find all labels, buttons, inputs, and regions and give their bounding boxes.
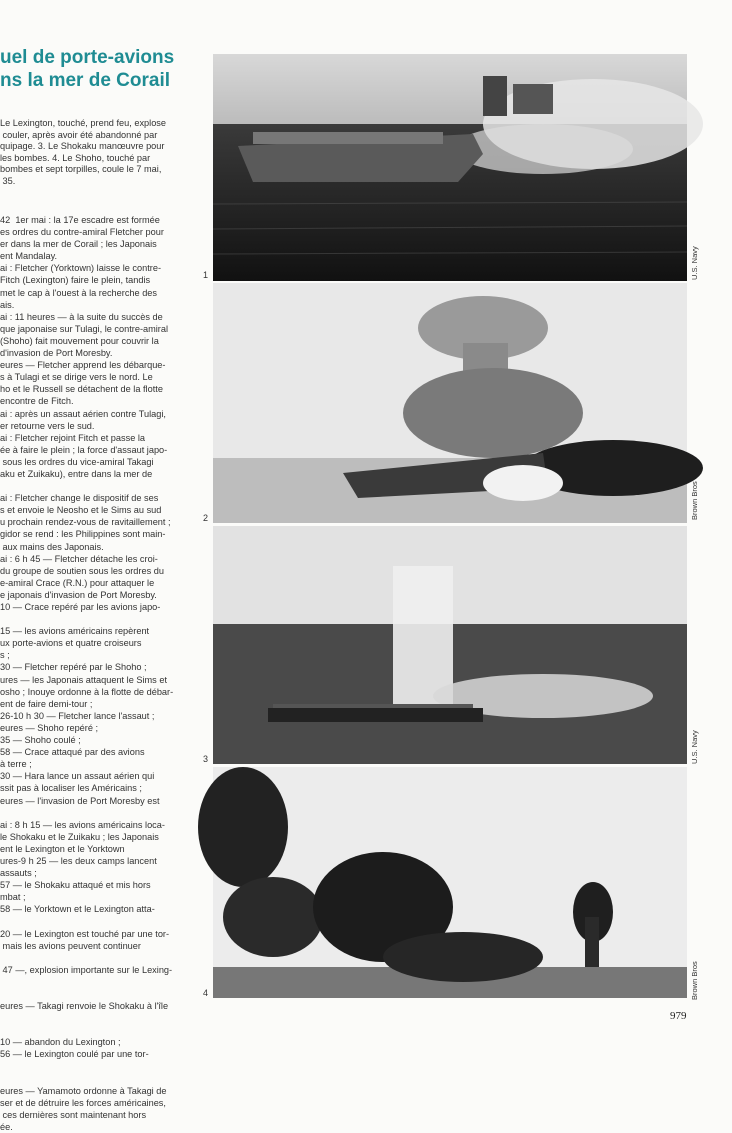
chronology-line: (Shoho) fait mouvement pour couvrir la	[0, 335, 159, 346]
chronology-line: er dans la mer de Corail ; les Japonais	[0, 239, 157, 250]
chronology-line: s ;	[0, 650, 10, 661]
chronology-line: e-amiral Crace (R.N.) pour attaquer le	[0, 577, 155, 588]
chronology-line: ent Mandalay.	[0, 251, 58, 262]
chronology-line: à terre ;	[0, 759, 32, 770]
photo-shoho-sinking	[213, 767, 687, 998]
photo-credit: U.S. Navy	[690, 730, 699, 764]
chronology-line: le Shokaku et le Zuikaku ; les Japonais	[0, 831, 159, 842]
chronology-line: ai : 8 h 15 — les avions américains loca-	[0, 819, 165, 830]
chronology-line: ai : 6 h 45 — Fletcher détache les croi-	[0, 553, 158, 564]
chronology-line: 57 — le Shokaku attaqué et mis hors	[0, 880, 151, 891]
chronology-line: e japonais d'invasion de Port Moresby.	[0, 589, 157, 600]
chronology-line: eures — Takagi renvoie le Shokaku à l'île	[0, 1001, 169, 1012]
chronology-line: ent le Lexington et le Yorktown	[0, 843, 125, 854]
chronology-line	[0, 613, 198, 625]
chronology-line: d'invasion de Port Moresby.	[0, 348, 113, 359]
photo-number: 2	[203, 513, 209, 523]
photo-number: 1	[203, 270, 209, 280]
chronology-line: ai : après un assaut aérien contre Tulagi,	[0, 408, 166, 419]
chronology-line: mais les avions peuvent continuer	[0, 940, 141, 951]
chronology-line: er retourne vers le sud.	[0, 420, 95, 431]
chronology-line: 30 — Fletcher repéré par le Shoho ;	[0, 662, 147, 673]
photo-credit: Brown Bros	[690, 481, 699, 520]
chronology-line: encontre de Fitch.	[0, 396, 74, 407]
photo-credit: U.S. Navy	[690, 246, 699, 280]
chronology-line	[0, 952, 198, 964]
chronology-line: ai : Fletcher (Yorktown) laisse le contre-	[0, 263, 162, 274]
chronology-line: ures — les Japonais attaquent le Sims et	[0, 674, 167, 685]
chronology-line: met le cap à l'ouest à la recherche des	[0, 287, 158, 298]
chronology-line: gidor se rend : les Philippines sont main-	[0, 529, 166, 540]
chronology-line: eures — Yamamoto ordonne à Takagi de	[0, 1085, 167, 1096]
chronology-line	[0, 1024, 198, 1036]
chronology-line: 56 — le Lexington coulé par une tor-	[0, 1049, 149, 1060]
page-title: uel de porte-avions ns la mer de Corail	[0, 47, 175, 91]
chronology-line	[0, 1012, 198, 1024]
chronology-line	[0, 1073, 198, 1085]
chronology-line: ée.	[0, 1122, 13, 1133]
chronology-line: Fitch (Lexington) faire le plein, tandis	[0, 275, 151, 286]
chronology-text	[0, 214, 198, 1133]
chronology-line: osho ; Inouye ordonne à la flotte de débar-	[0, 686, 174, 697]
chronology-line: du groupe de soutien sous les ordres du	[0, 565, 164, 576]
photo-number: 3	[203, 754, 209, 764]
chronology-line: ures-9 h 25 — les deux camps lancent	[0, 855, 157, 866]
chronology-line: ssit pas à localiser les Américains ;	[0, 783, 142, 794]
chronology-line: u prochain rendez-vous de ravitaillement ;	[0, 517, 171, 528]
chronology-line	[0, 1061, 198, 1073]
photo-number: 4	[203, 988, 209, 998]
chronology-line	[0, 915, 198, 927]
chronology-line: mbat ;	[0, 892, 26, 903]
chronology-line: 58 — Crace attaqué par des avions	[0, 747, 145, 758]
chronology-line: aux mains des Japonais.	[0, 541, 104, 552]
chronology-line: que japonaise sur Tulagi, le contre-amiral	[0, 323, 169, 334]
chronology-line: aku et Zuikaku), entre dans la mer de	[0, 468, 153, 479]
photo-credit: Brown Bros	[690, 961, 699, 1000]
chronology-line: ux porte-avions et quatre croiseurs	[0, 638, 142, 649]
chronology-line: ent de faire demi-tour ;	[0, 698, 93, 709]
chronology-line: eures — l'invasion de Port Moresby est	[0, 795, 160, 806]
chronology-line	[0, 480, 198, 492]
chronology-line: 20 — le Lexington est touché par une tor-	[0, 928, 170, 939]
chronology-line: 26-10 h 30 — Fletcher lance l'assaut ;	[0, 710, 155, 721]
chronology-line: 58 — le Yorktown et le Lexington atta-	[0, 904, 155, 915]
photo-shokaku-maneuver	[213, 526, 687, 764]
chronology-line	[0, 976, 198, 988]
chronology-line: 47 —, explosion importante sur le Lexing-	[0, 964, 173, 975]
photo-lexington-burning	[213, 54, 687, 281]
chronology-line: 42 1er mai : la 17e escadre est formée	[0, 215, 160, 225]
photo-caption: Le Lexington, touché, prend feu, explose couler, après avoir été abandonné par quipage. 3. Le Shokaku manœuvre pour les bombes. 4. Le Shoho, touché par bombes et sept torpilles, coule le 7 mai, 35.	[0, 118, 167, 186]
chronology-line	[0, 988, 198, 1000]
chronology-line: ais.	[0, 299, 15, 310]
chronology-line: ai : Fletcher change le dispositif de ses	[0, 493, 159, 504]
chronology-line: eures — Fletcher apprend les débarque-	[0, 360, 166, 371]
chronology-line: eures — Shoho repéré ;	[0, 722, 99, 733]
photo-explosion	[213, 283, 687, 523]
chronology-line: 30 — Hara lance un assaut aérien qui	[0, 771, 155, 782]
chronology-line: 10 — abandon du Lexington ;	[0, 1037, 121, 1048]
chronology-line: 10 — Crace repéré par les avions japo-	[0, 602, 161, 612]
chronology-line: ée à faire le plein ; la force d'assaut japo-	[0, 444, 168, 455]
chronology-line: s à Tulagi et se dirige vers le nord. Le	[0, 372, 153, 383]
chronology-line: ho et le Russell se détachent de la flotte	[0, 384, 163, 395]
page-number: 979	[670, 1010, 687, 1022]
chronology-line: 15 — les avions américains repèrent	[0, 626, 150, 637]
chronology-line: ai : Fletcher rejoint Fitch et passe la	[0, 432, 146, 443]
chronology-line: sous les ordres du vice-amiral Takagi	[0, 456, 154, 467]
chronology-line: 35 — Shoho coulé ;	[0, 735, 81, 746]
chronology-line: s et envoie le Neosho et le Sims au sud	[0, 505, 162, 516]
chronology-line	[0, 807, 198, 819]
chronology-line: assauts ;	[0, 868, 37, 879]
chronology-line: ai : 11 heures — à la suite du succès de	[0, 311, 163, 322]
chronology-line: es ordres du contre-amiral Fletcher pour	[0, 227, 164, 238]
chronology-line: ser et de détruire les forces américaines,	[0, 1097, 166, 1108]
chronology-line: ces dernières sont maintenant hors	[0, 1109, 147, 1120]
